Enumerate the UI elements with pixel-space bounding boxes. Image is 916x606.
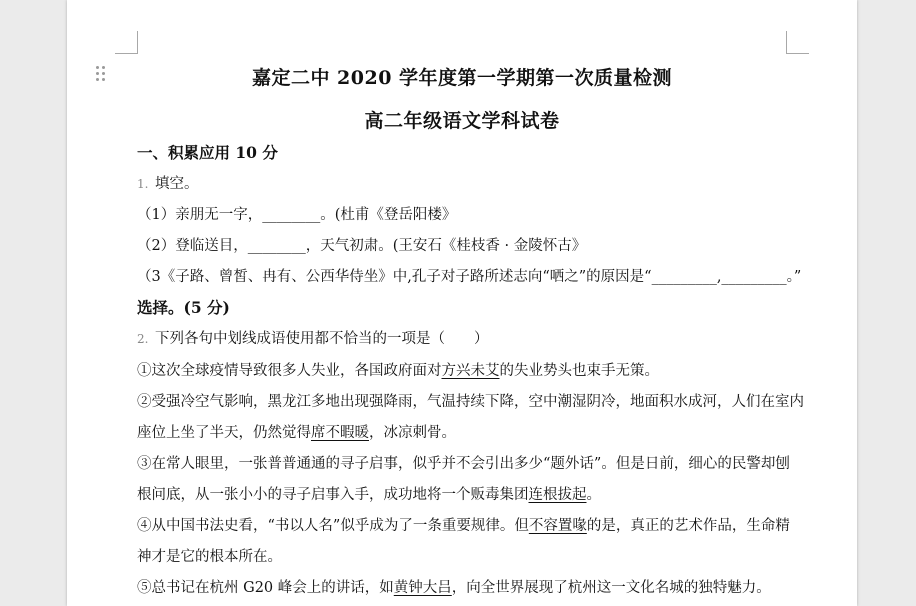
question-2-text: 下列各句中划线成语使用都不恰当的一项是（ ） [155,331,489,347]
question-2-prompt [137,329,489,349]
margin-corner-top-left [115,31,138,54]
option-text: 座位上坐了半天，仍然觉得 [137,425,311,441]
option-3-line-1: ③在常人眼里，一张普普通通的寻子启事，似乎并不会引出多少“题外话”。但是日前，细心的民警却刨 [137,456,790,472]
option-text: ④从中国书法史看，“书以人名”似乎成为了一条重要规律。但 [137,518,529,534]
underlined-idiom: 席不暇暖 [311,425,369,441]
exam-title: 嘉定二中 2020 学年度第一学期第一次质量检测 [251,67,673,89]
section-heading-choice: 选择。(5 分) [137,298,230,317]
list-marker: 2. [137,332,149,346]
underlined-idiom: 方兴未艾 [441,363,500,379]
option-4-line-2: 神才是它的根本所在。 [137,549,282,565]
section-heading-accumulation: 一、积累应用 10 分 [137,143,278,162]
option-text: 。 [586,487,601,503]
option-text: ①这次全球疫情导致很多人失业，各国政府面对 [137,363,442,379]
underlined-idiom: 连根拔起 [528,487,587,503]
option-text: 的失业势头也束手无策。 [499,363,659,379]
option-3-line-2 [137,485,601,505]
question-1-label: 填空。 [155,176,199,192]
underlined-idiom: 不容置喙 [528,518,587,534]
option-text: 的是，真正的艺术作品，生命精 [586,518,790,534]
fill-item-3: （3《子路、曾皙、冉有、公西华侍坐》中,孔子对子路所述志向“哂之”的原因是“_________,_________。” [137,269,802,285]
underlined-idiom: 黄钟大吕 [393,580,452,596]
fill-item-1: （1）亲朋无一字，________。(杜甫《登岳阳楼》 [137,207,457,223]
exam-subtitle: 高二年级语文学科试卷 [364,110,560,132]
option-2-line-1: ②受强冷空气影响，黑龙江多地出现强降雨，气温持续下降，空中潮湿阴冷，地面积水成河，人们在室内 [137,394,804,410]
option-text: ⑤总书记在杭州 G20 峰会上的讲话，如 [137,580,394,596]
option-text: ，冰凉刺骨。 [369,425,456,441]
option-5 [137,578,771,598]
option-text: ，向全世界展现了杭州这一文化名城的独特魅力。 [451,580,771,596]
option-1 [137,361,659,381]
list-marker: 1. [137,177,149,191]
question-1-heading [137,174,199,194]
document-page [67,0,857,606]
option-text: 根问底，从一张小小的寻子启事入手，成功地将一个贩毒集团 [137,487,529,503]
option-4-line-1 [137,516,790,536]
fill-item-2: （2）登临送目，________，天气初肃。(王安石《桂枝香 · 金陵怀古》 [137,238,587,254]
margin-corner-top-right [786,31,809,54]
option-2-line-2 [137,423,456,443]
